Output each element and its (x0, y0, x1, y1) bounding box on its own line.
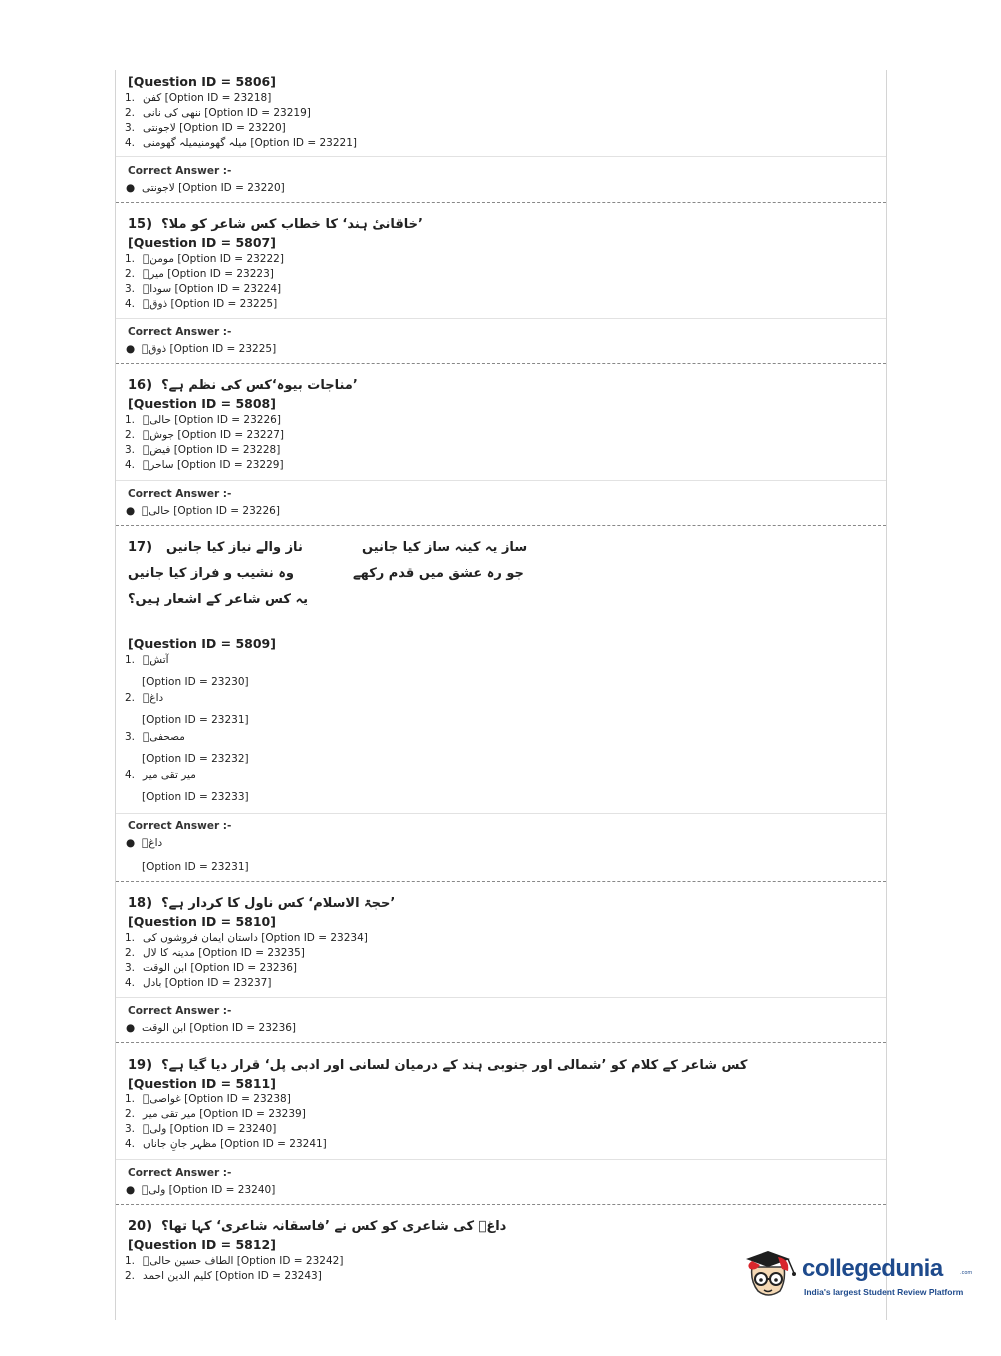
option: 2. جوشؔ [Option ID = 23227] (125, 429, 285, 441)
question-id: [Question ID = 5811] (128, 1076, 276, 1091)
option: 2. میرؔ [Option ID = 23223] (125, 268, 274, 280)
option: 4. مظہر جانِ جاناں [Option ID = 23241] (125, 1138, 327, 1150)
option: 4. میلہ گھومنیمیلہ گھومنی [Option ID = 23221] (125, 137, 357, 149)
divider (116, 997, 886, 998)
option: 2. مدینہ کا لال [Option ID = 23235] (125, 947, 305, 959)
option: 2. ننھی کی نانی [Option ID = 23219] (125, 107, 311, 119)
option: 2. میر تقی میر [Option ID = 23239] (125, 1108, 306, 1120)
brand-tagline: India's largest Student Review Platform (804, 1287, 964, 1297)
divider (116, 1159, 886, 1160)
question-separator (116, 525, 886, 526)
option-id: [Option ID = 23233] (142, 791, 249, 803)
question-title: 18) ’حجۃ الاسلام‘ کس ناول کا کردار ہے؟ (128, 896, 396, 911)
question-title: 16) ’مناجات بیوہ‘کس کی نظم ہے؟ (128, 378, 358, 393)
option-id: [Option ID = 23232] (142, 753, 249, 765)
question-id: [Question ID = 5808] (128, 396, 276, 411)
option: 1. حالیؔ [Option ID = 23226] (125, 414, 281, 426)
question-id: [Question ID = 5809] (128, 636, 276, 651)
option: 3. فیضؔ [Option ID = 23228] (125, 444, 281, 456)
poem-line: وہ نشیب و فراز کیا جانیں (128, 566, 295, 581)
divider (116, 480, 886, 481)
option-id: [Option ID = 23231] (142, 861, 249, 873)
question-separator (116, 1042, 886, 1043)
correct-answer: ● ذوقؔ [Option ID = 23225] (126, 343, 277, 355)
question-id: [Question ID = 5812] (128, 1237, 276, 1252)
divider (116, 318, 886, 319)
correct-answer-label: Correct Answer :- (128, 1167, 232, 1179)
option: 2. کلیم الدین احمد [Option ID = 23243] (125, 1270, 322, 1282)
divider (116, 813, 886, 814)
correct-answer: ● داغؔ (126, 837, 163, 849)
option: 1. غواصیؔ [Option ID = 23238] (125, 1093, 291, 1105)
question-separator (116, 881, 886, 882)
option: 4. میر تقی میر (125, 769, 196, 781)
option: 2. داغؔ (125, 692, 164, 704)
option: 4. بادل [Option ID = 23237] (125, 977, 272, 989)
question-title: 15) ’خاقانیٔ ہند‘ کا خطاب کس شاعر کو ملا؟ (128, 217, 423, 232)
correct-answer-label: Correct Answer :- (128, 820, 232, 832)
question-title: 19) کس شاعر کے کلام کو ’شمالی اور جنوبی ہند کے درمیان لسانی اور ادبی پل‘ قرار دیا گیا ہے؟ (128, 1058, 748, 1073)
option: 1. آتشؔ (125, 654, 169, 666)
correct-answer: ● ابن الوقت [Option ID = 23236] (126, 1022, 297, 1034)
question-separator (116, 1204, 886, 1205)
question-separator (116, 202, 886, 203)
correct-answer: ● ولیؔ [Option ID = 23240] (126, 1184, 276, 1196)
question-id: [Question ID = 5806] (128, 74, 276, 89)
correct-answer-label: Correct Answer :- (128, 165, 232, 177)
option: 1. کفن [Option ID = 23218] (125, 92, 272, 104)
option: 3. لاجونتی [Option ID = 23220] (125, 122, 286, 134)
option-id: [Option ID = 23231] (142, 714, 249, 726)
question-title: یہ کس شاعر کے اشعار ہیں؟ (128, 592, 308, 607)
option: 3. ولیؔ [Option ID = 23240] (125, 1123, 277, 1135)
option: 4. ساحرؔ [Option ID = 23229] (125, 459, 284, 471)
option: 1. الطاف حسین حالیؔ [Option ID = 23242] (125, 1255, 344, 1267)
question-id: [Question ID = 5810] (128, 914, 276, 929)
option: 1. مومنؔ [Option ID = 23222] (125, 253, 284, 265)
brand-domain: .com (960, 1270, 973, 1276)
correct-answer-label: Correct Answer :- (128, 488, 232, 500)
correct-answer-label: Correct Answer :- (128, 326, 232, 338)
question-separator (116, 363, 886, 364)
question-number: 17) (128, 540, 153, 555)
collegedunia-logo[interactable] (738, 1247, 978, 1317)
document-page (115, 70, 887, 1320)
poem-line: ناز والے نیاز کیا جانیں (166, 540, 303, 555)
divider (116, 156, 886, 157)
question-title: 20) داغؔ کی شاعری کو کس نے ’فاسقانہ شاعری‘ کہا تھا؟ (128, 1219, 507, 1234)
poem-line: جو رہ عشق میں قدم رکھے (353, 566, 524, 581)
option: 3. مصحفیؔ (125, 731, 185, 743)
poem-line: ساز یہ کینہ ساز کیا جانیں (362, 540, 528, 555)
brand-name: collegedunia (802, 1255, 943, 1282)
option: 1. داستان ایمان فروشوں کی [Option ID = 23234] (125, 932, 368, 944)
question-id: [Question ID = 5807] (128, 235, 276, 250)
option: 4. ذوقؔ [Option ID = 23225] (125, 298, 278, 310)
option-id: [Option ID = 23230] (142, 676, 249, 688)
option: 3. ابن الوقت [Option ID = 23236] (125, 962, 298, 974)
correct-answer: ● لاجونتی [Option ID = 23220] (126, 182, 285, 194)
mascot-icon (738, 1247, 802, 1311)
option: 3. سوداؔ [Option ID = 23224] (125, 283, 282, 295)
correct-answer: ● حالیؔ [Option ID = 23226] (126, 505, 280, 517)
correct-answer-label: Correct Answer :- (128, 1005, 232, 1017)
